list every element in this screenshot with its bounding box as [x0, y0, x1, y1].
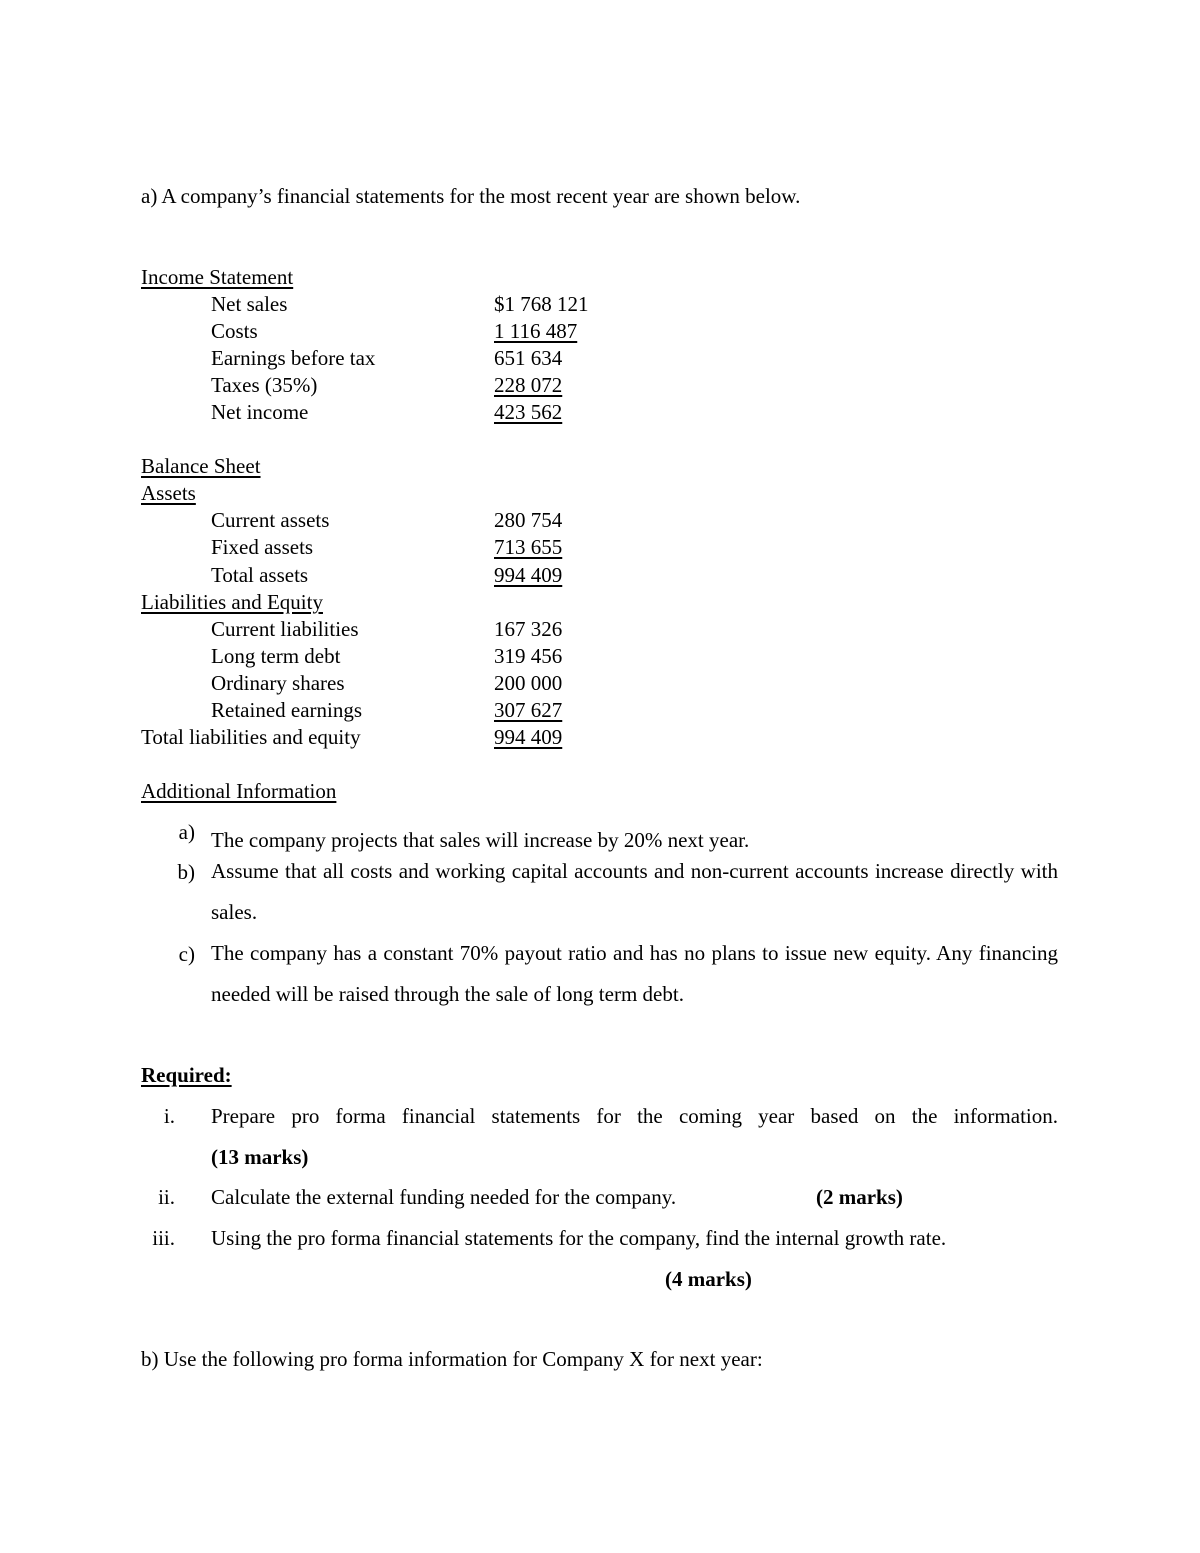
income-row-label: Costs: [211, 319, 258, 343]
asset-row-label: Current assets: [211, 508, 330, 532]
asset-row-label: Total assets: [211, 563, 309, 587]
income-row-value: 423 562: [494, 400, 563, 424]
liability-row-label: Ordinary shares: [211, 671, 345, 695]
required-item-marks: (13 marks): [211, 1145, 309, 1169]
income-row-value: 651 634: [494, 346, 563, 370]
income-row-value: 228 072: [494, 373, 563, 397]
liability-row-value: 319 456: [494, 644, 563, 668]
additional-item-text: The company projects that sales will increase by 20% next year.: [211, 828, 750, 852]
required-item-text: Using the pro forma financial statements for the company, find the internal growth rate.: [211, 1226, 947, 1250]
list-marker: c): [178, 942, 195, 966]
asset-row-value: 280 754: [494, 508, 563, 532]
asset-row-value: 994 409: [494, 563, 563, 587]
income-row-label: Net income: [211, 400, 309, 424]
liability-row-value: 307 627: [494, 698, 563, 722]
list-marker: i.: [163, 1104, 175, 1128]
required-item-text: Calculate the external funding needed for the company.: [211, 1185, 677, 1209]
income-row-label: Net sales: [211, 292, 288, 316]
liability-row-value: 200 000: [494, 671, 563, 695]
balance-sheet-heading: Balance Sheet: [141, 454, 261, 478]
income-row-label: Earnings before tax: [211, 346, 376, 370]
liability-row-label: Retained earnings: [211, 698, 363, 722]
total-liabilities-value: 994 409: [494, 725, 563, 749]
income-row-value: 1 116 487: [494, 319, 578, 343]
income-row-label: Taxes (35%): [211, 373, 318, 397]
assets-heading: Assets: [141, 481, 196, 505]
required-item-marks: (4 marks): [665, 1267, 752, 1291]
additional-item-text: The company has a constant 70% payout ratio and has no plans to issue new equity. Any financing needed will be raised through the sale of long term debt.: [211, 941, 1058, 1006]
list-marker: iii.: [152, 1226, 175, 1250]
required-item-marks: (2 marks): [816, 1185, 903, 1209]
list-marker: a): [178, 820, 195, 844]
list-marker: b): [177, 860, 195, 884]
intro-text: a) A company’s financial statements for the most recent year are shown below.: [141, 184, 801, 208]
part-b-text: b) Use the following pro forma information for Company X for next year:: [141, 1347, 763, 1371]
asset-row-value: 713 655: [494, 535, 563, 559]
total-liabilities-label: Total liabilities and equity: [141, 725, 361, 749]
additional-info-heading: Additional Information: [141, 779, 337, 803]
income-row-value: $1 768 121: [494, 292, 589, 316]
liability-row-label: Current liabilities: [211, 617, 359, 641]
liability-row-value: 167 326: [494, 617, 563, 641]
asset-row-label: Fixed assets: [211, 535, 314, 559]
list-marker: ii.: [158, 1185, 175, 1209]
additional-item-text: Assume that all costs and working capital accounts and non-current accounts increase directly with sales.: [211, 859, 1058, 924]
liabilities-heading: Liabilities and Equity: [141, 590, 323, 614]
liability-row-label: Long term debt: [211, 644, 341, 668]
income-statement-heading: Income Statement: [141, 265, 294, 289]
required-item-text: Prepare pro forma financial statements for the coming year based on the information.: [211, 1104, 1058, 1128]
required-heading: Required:: [141, 1063, 232, 1087]
